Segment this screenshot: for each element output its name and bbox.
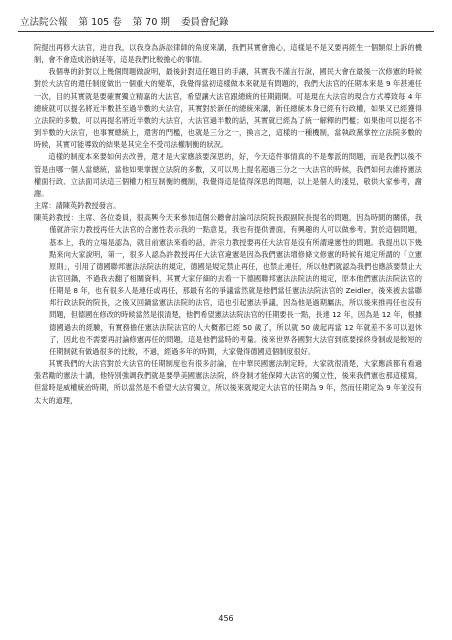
publication-title: 立法院公報 <box>20 17 68 28</box>
section-label: 委員會紀錄 <box>180 17 229 28</box>
issue-label: 第 70 期 <box>132 17 170 28</box>
page-header <box>20 16 432 30</box>
paragraph-2: 我個專的針對以上幾個問題做說明，最後針對這任題目的手讓，其實我不謹言行說，國民大會在最後一次修憲的時候對於大法官的還任制度做出一個重大的變革，我覺得當初這樣做本來就是有問題的，我們大法官的任期本來是 9 年甚連任一次，目的其實就是要確實獨立精嘉的大法官，希望讓大法官跟總統的任期錯開。可是現在大法官的現合方式導致每 4 年總統就可以提名將近半數甚至過半數的大法官，其實對於新任的總統來講，新任總統本身已經有行政權，如果又已經獲得立法院的多數，可以再提名將近半數的大法官，大法官過半數的話，其實就已經為了統一解釋的門檻；如果他可以提名不到半數的大法官，也事實總統上，還害的門檻，也就是三分之一，換言之，這樣的一種機制，當執政黨掌控立法院多數的時候，其實可能導致的結果是其完全不受司法權制衡的狀況。 <box>34 67 422 150</box>
paragraph-6: 其實我們的大法官對於大法官的任期制度也有很多討論，在中華民國憲法制定時，大家就很清楚，大家應該都有看過張君勱的憲法十講，他特別強調我們就是要學美國憲法法院，終身制才能保障大法官的獨立性，後來我們憲也那這樣寫，但當時是威權統治時期，所以當然是不希望大法官獨立，所以後來就規定大法官的任期為 9 年，然而任期定為 9 年並沒有太大的道理， <box>34 359 422 405</box>
speaker-text: 主席、各位委員，很高興今天來參加這個公聽會討論司法院院長跟副院長提名的問題，因為時間的關係，我僅就許宗力教授再任大法官的合憲性表示我的一點意見，我也有提供書面，有興趣的人可以做參考。對於這個問題，基本上，我的立場是認為，就目前憲法來看的話，許宗力教授要再任大法官是沒有所謂違憲性的問題。我提出以下幾點來向大家說明，第一，很多人認為許教授再任大法官違憲是因為我們憲法增修條文修憲的時候有規定所謂的「立憲原則」，引用了德國聯邦憲法法院法的規定，德國是規定禁止再任，也禁止連任，所以他們就認為我們也應該要禁止大法官回鍋，不過我去翻了相關資料，其實大家仔細的去看一下德國聯邦憲法法院法的規定，原本他們憲法法院法官的任期是 8 年，也有很多人是連任或再任，那最有名的爭議當然就是他們當任憲法法院法官的 Zeidler，後來被去當聯邦行政法院的院長，之後又回鍋當憲法法院的法官，這也引起憲法爭議，因為他是過期屬法，所以後來推再任也沒有問題，但德國在修改的時候當然是很清楚，他們希望憲法法院法官的任期要長一點，長達 12 年，因為是 12 年，根據德國過去的經驗，有實務擔任憲法法院法官的人大概都已經 50 歲了，所以就 50 歲起再當 12 年就差不多可以退休了，因此也不需要再討論修憲再任的問題，這是他們當時的考量。後來世界各國對大法官到底要採終身制或是較短的任期制就有做過很多的比較，不過，經過多年的時間，大家覺得德國這個制度很好。 <box>49 213 422 356</box>
page-number: 456 <box>218 614 234 623</box>
volume-label: 第 105 卷 <box>78 17 122 28</box>
paragraph-3: 這樣的制度本來要如何去改善，還才是大家應該要深思的，好，今天這件事情真的不是奪派的問題，而是我們以後不管是由哪一個人當總統，當他如果掌握立法院的多數，又可以馬上提名超過三分之一大法官的時候，我們如何去維持憲法權面行政、立法面司法這三個權力相互制衡的機制，我覺得這是值得深思的問題，以上是個人的淺見，敬供大家參考，謝謝。 <box>34 152 422 198</box>
chair-remark: 主席：請陳英鈐教授發言。 <box>34 201 121 211</box>
transcript-body <box>34 42 422 407</box>
speaker-name: 陳英鈐教授： <box>34 213 78 223</box>
speaker-statement <box>34 212 422 358</box>
header-divider <box>18 31 434 32</box>
paragraph-1: 院提出再修大法官，进自我，以我身為訴訟律師的角度來講，我們其實會擔心，這樣是不是又要再經生一個類似上訴的機制，會不會造成浴納延等，這是我們比較擔心的事情。 <box>34 43 422 65</box>
